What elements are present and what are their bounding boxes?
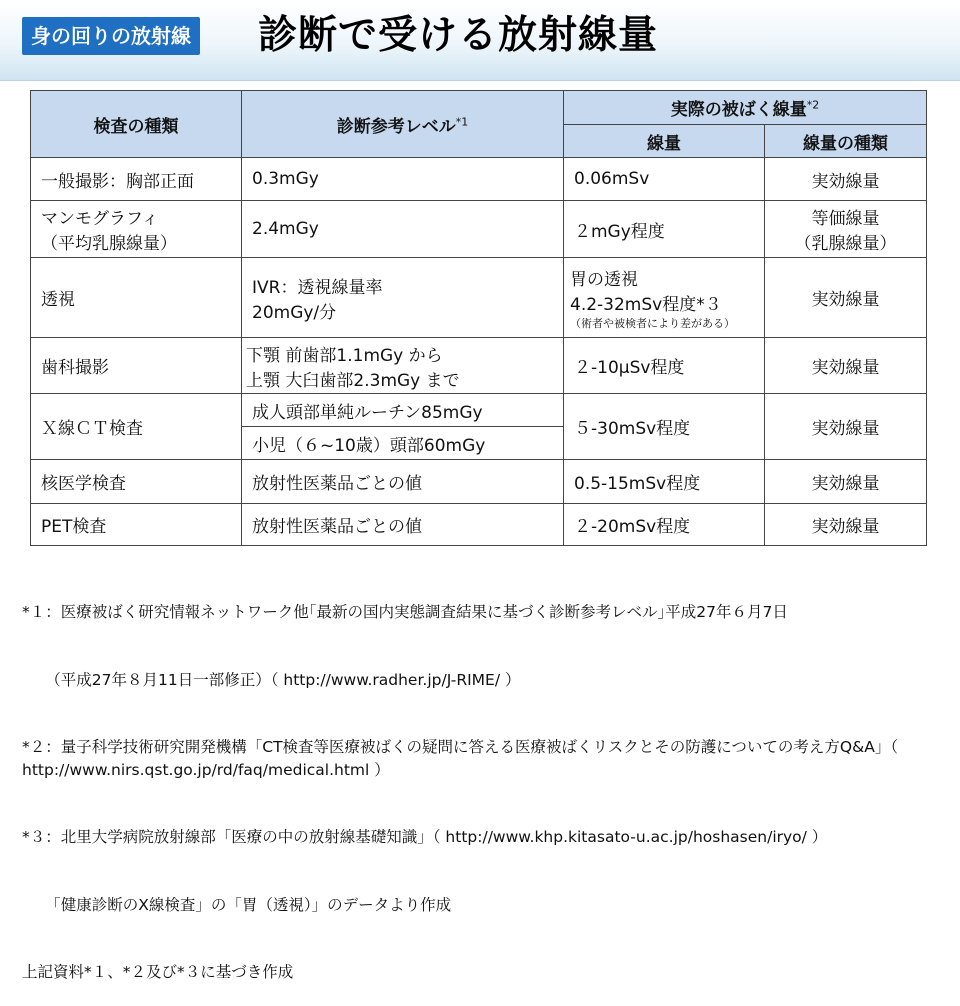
table-row [31, 201, 927, 258]
cell-dose: ２-10μSv程度 [564, 338, 765, 394]
cell-dose-kind: 実効線量 [765, 158, 927, 201]
header-actual-dose: 実際の被ばく線量$^{*2}$ [564, 91, 927, 125]
cell-dose-kind: 実効線量 [765, 504, 927, 546]
dose-table [30, 90, 927, 546]
cell-dose: 0.06mSv [564, 158, 765, 201]
section-badge: 身の回りの放射線 [22, 17, 200, 55]
cell-exam-type: PET検査 [31, 504, 242, 546]
table-row [31, 394, 927, 427]
cell-dose-kind: 等価線量 （乳腺線量） [765, 201, 927, 258]
header-bar [0, 0, 960, 81]
cell-reference: 放射性医薬品ごとの値 [242, 504, 564, 546]
table-header-row [31, 91, 927, 125]
cell-dose: 胃の透視 4.2-32mSv程度*３ （術者や被検者により差がある） [564, 258, 765, 338]
cell-dose: ２mGy程度 [564, 201, 765, 258]
cell-dose-kind: 実効線量 [765, 258, 927, 338]
cell-reference: 2.4mGy [242, 201, 564, 258]
footnote-line: *３：北里大学病院放射線部「医療の中の放射線基礎知識」（ http://www.khp.kitasato-u.ac.jp/hoshasen/iryo/ ） [22, 828, 828, 846]
cell-dose: ２-20mSv程度 [564, 504, 765, 546]
table-row [31, 158, 927, 201]
footnote-line: 「健康診断のX線検査」の「胃（透視）」のデータより作成 [22, 895, 452, 914]
header-reference-level: 診断参考レベル$^{*1}$ [242, 91, 564, 158]
cell-dose: 0.5-15mSv程度 [564, 460, 765, 504]
cell-reference: IVR：透視線量率 20mGy/分 [242, 258, 564, 338]
cell-reference: 下顎 前歯部1.1mGy から 上顎 大臼歯部2.3mGy まで [242, 338, 564, 394]
footnote-line: *１：医療被ばく研究情報ネットワーク他｢最新の国内実態調査結果に基づく診断参考レベル｣平成27年６月7日 [22, 603, 788, 621]
cell-dose-kind: 実効線量 [765, 394, 927, 460]
cell-exam-type: Ｘ線ＣＴ検査 [31, 394, 242, 460]
cell-exam-type: 一般撮影：胸部正面 [31, 158, 242, 201]
cell-reference: 成人頭部単純ルーチン85mGy [242, 394, 564, 427]
table-row [31, 338, 927, 394]
footnotes [22, 556, 952, 1006]
table-row [31, 504, 927, 546]
footnote-line: （平成27年８月11日一部修正）（ http://www.radher.jp/J-RIME/ ） [22, 670, 521, 689]
footnote-line: 上記資料*１、*２及び*３に基づき作成 [22, 963, 294, 981]
cell-exam-type: 透視 [31, 258, 242, 338]
header-exam-type: 検査の種類 [31, 91, 242, 158]
table-row [31, 258, 927, 338]
cell-reference: 小児（６~10歳）頭部60mGy [242, 427, 564, 460]
cell-dose-kind: 実効線量 [765, 460, 927, 504]
page-title: 診断で受ける放射線量 [258, 13, 659, 58]
cell-reference: 0.3mGy [242, 158, 564, 201]
footnote-line: *２：量子科学技術研究開発機構「CT検査等医療被ばくの疑問に答える医療被ばくリスクとその防護についての考え方Q&A」（ http://www.nirs.qst.go.jp/rd/faq/medical.html ） [22, 738, 899, 779]
table-row [31, 460, 927, 504]
header-dose-kind: 線量の種類 [765, 125, 927, 158]
cell-exam-type: 歯科撮影 [31, 338, 242, 394]
cell-dose-kind: 実効線量 [765, 338, 927, 394]
cell-dose: ５-30mSv程度 [564, 394, 765, 460]
cell-exam-type: 核医学検査 [31, 460, 242, 504]
cell-exam-type: マンモグラフィ （平均乳腺線量） [31, 201, 242, 258]
cell-reference: 放射性医薬品ごとの値 [242, 460, 564, 504]
header-dose: 線量 [564, 125, 765, 158]
